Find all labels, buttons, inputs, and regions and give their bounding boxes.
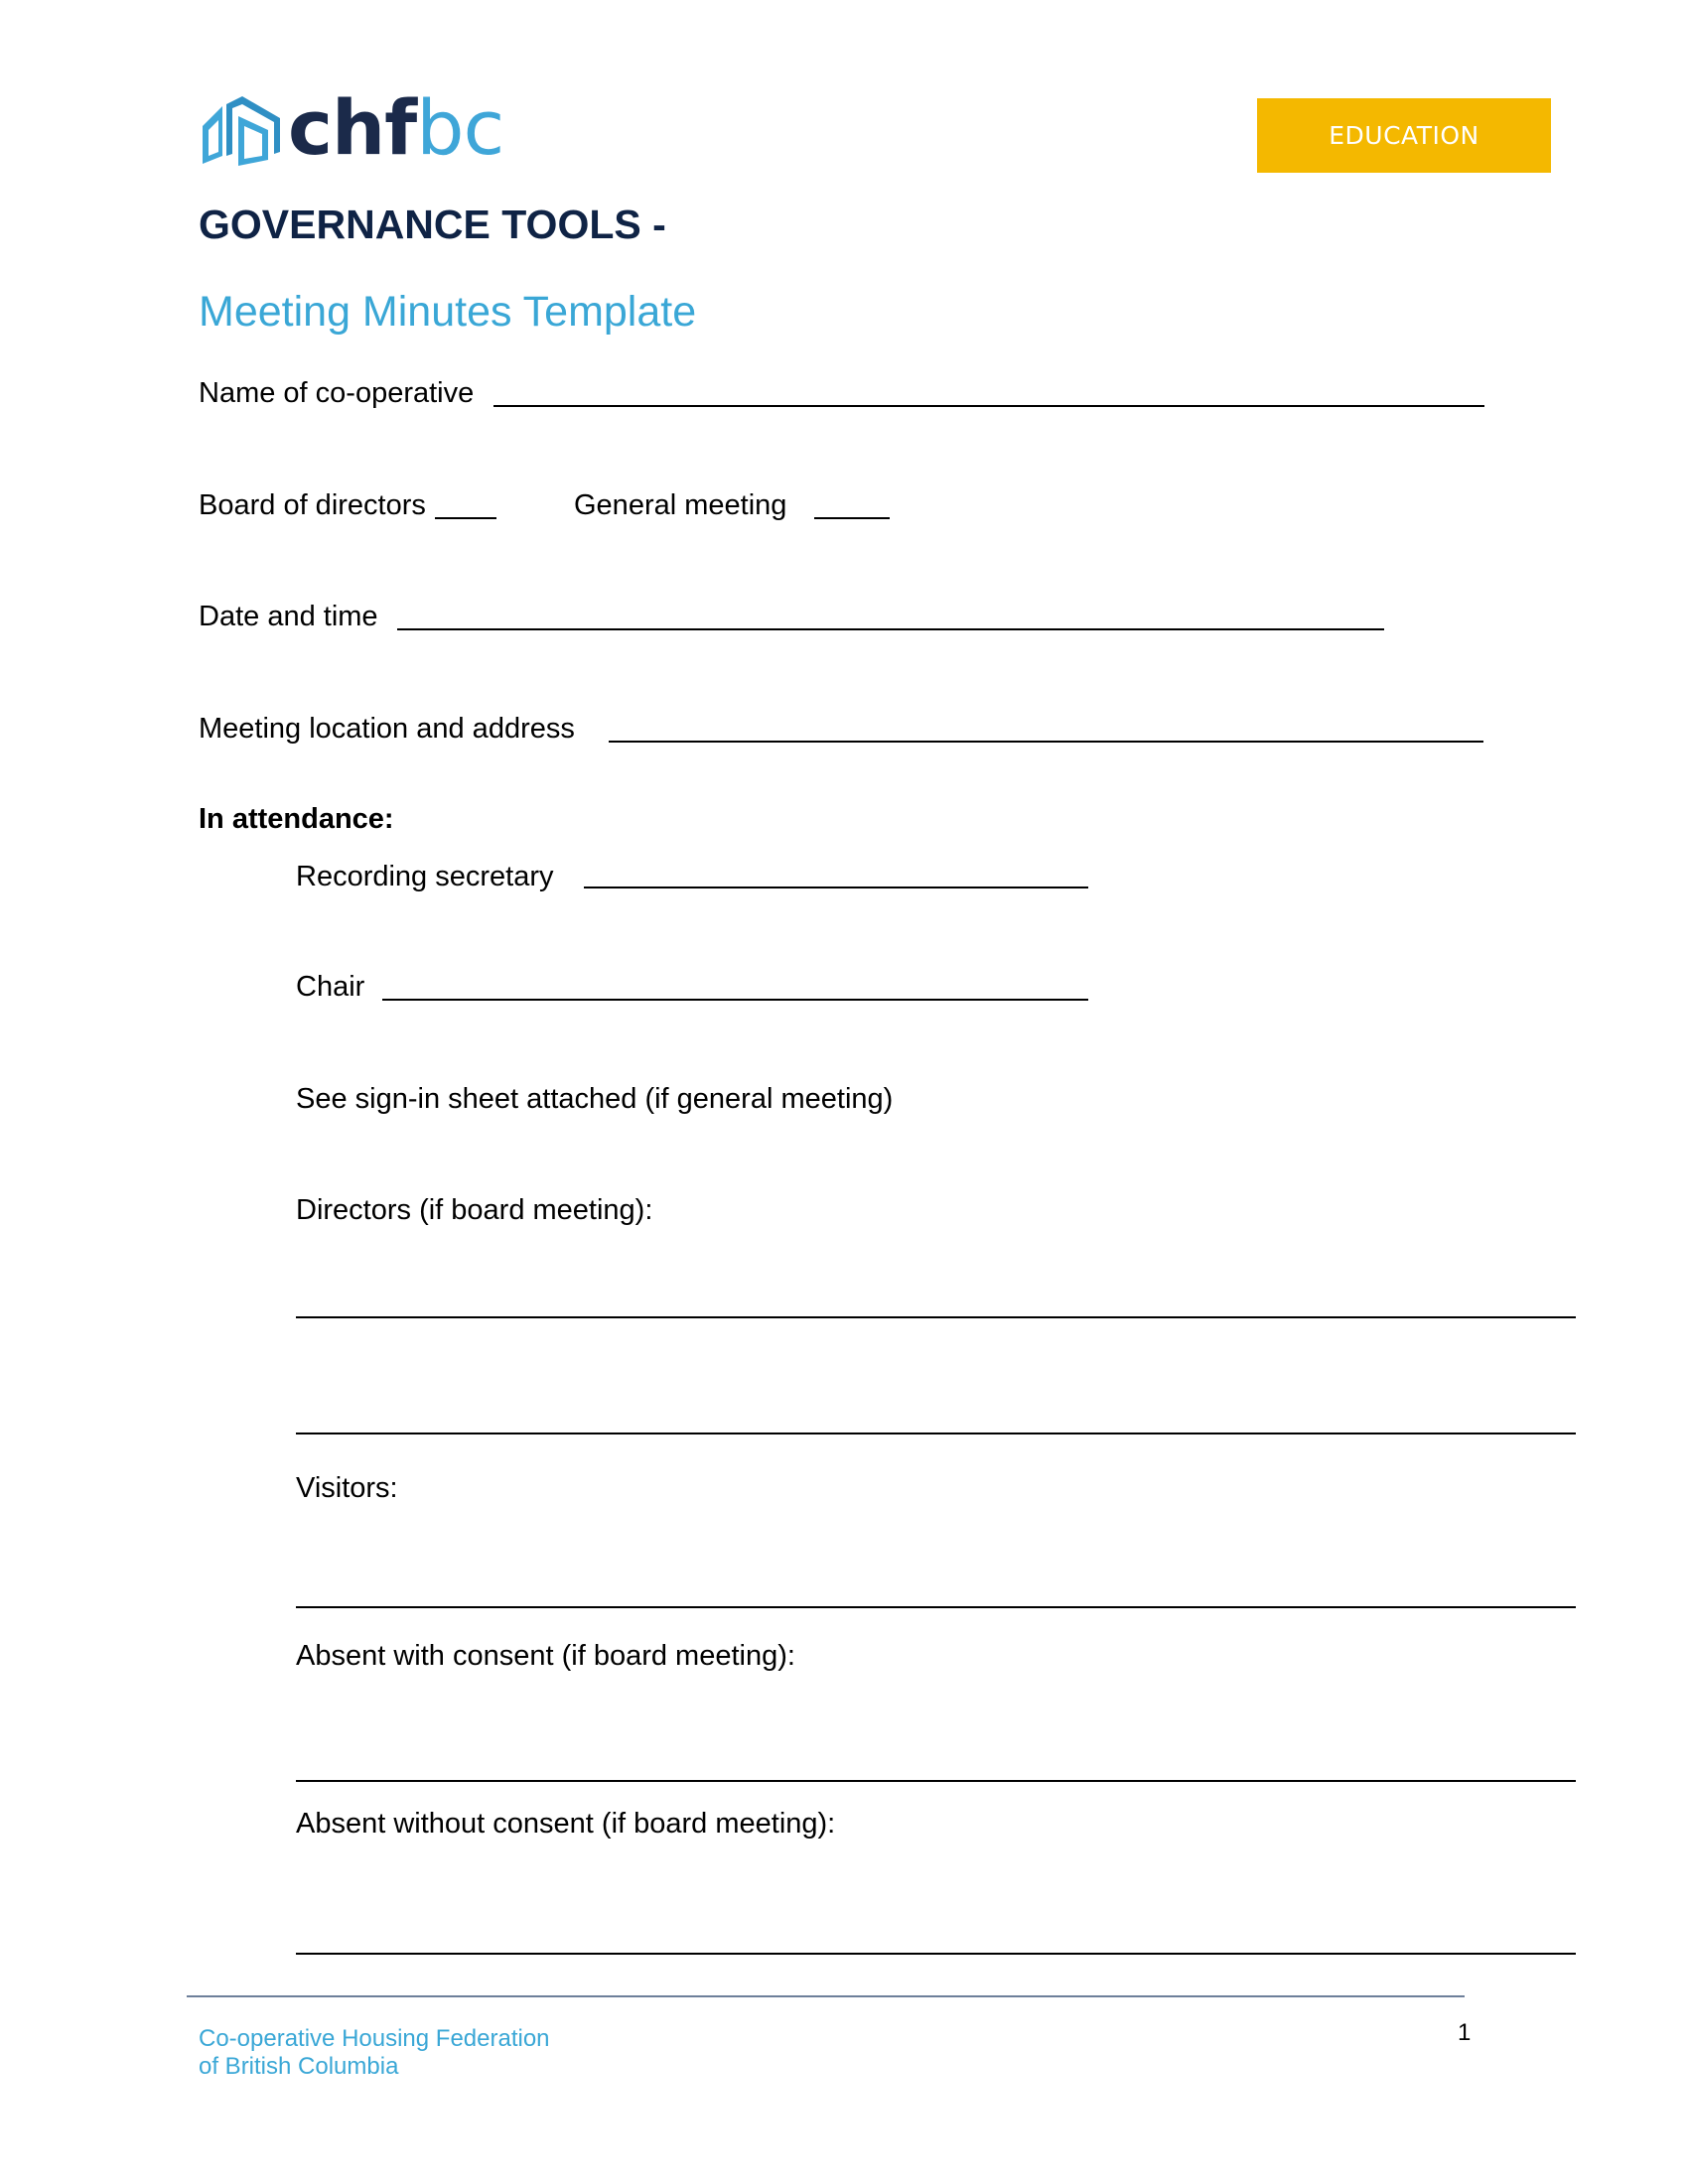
attendance-heading: In attendance:: [199, 803, 394, 835]
date-time-field[interactable]: [397, 628, 1384, 630]
location-label: Meeting location and address: [199, 713, 575, 745]
page-subtitle: Meeting Minutes Template: [199, 288, 697, 336]
recording-secretary-field[interactable]: [584, 887, 1088, 888]
footer-divider: [187, 1995, 1465, 1997]
absent-without-consent-field[interactable]: [296, 1953, 1576, 1955]
board-of-directors-field[interactable]: [435, 517, 496, 519]
house-logo-icon: [197, 96, 282, 168]
directors-field-1[interactable]: [296, 1316, 1576, 1318]
chfbc-logo: [197, 83, 504, 174]
absent-with-consent-label: Absent with consent (if board meeting):: [296, 1640, 795, 1672]
directors-field-2[interactable]: [296, 1433, 1576, 1434]
sign-in-note: See sign-in sheet attached (if general meeting): [296, 1083, 894, 1115]
location-field[interactable]: [609, 741, 1483, 743]
recording-secretary-label: Recording secretary: [296, 861, 554, 892]
chair-field[interactable]: [382, 999, 1088, 1001]
education-badge: EDUCATION: [1257, 98, 1551, 173]
logo-wordmark: [288, 83, 504, 172]
footer-organization: Co-operative Housing Federation of British Columbia: [199, 2025, 550, 2080]
directors-label: Directors (if board meeting):: [296, 1194, 653, 1226]
coop-name-field[interactable]: [493, 405, 1484, 407]
general-meeting-field[interactable]: [814, 517, 890, 519]
chair-label: Chair: [296, 971, 365, 1003]
visitors-field[interactable]: [296, 1606, 1576, 1608]
coop-name-label: Name of co-operative: [199, 377, 475, 409]
general-meeting-label: General meeting: [574, 489, 787, 521]
absent-without-consent-label: Absent without consent (if board meeting):: [296, 1808, 836, 1840]
page-number: 1: [1458, 2019, 1472, 2046]
board-of-directors-label: Board of directors: [199, 489, 426, 521]
logo-text-light: bc: [416, 83, 504, 172]
absent-with-consent-field[interactable]: [296, 1780, 1576, 1782]
date-time-label: Date and time: [199, 601, 378, 632]
visitors-label: Visitors:: [296, 1472, 398, 1504]
logo-text-dark: chf: [288, 83, 417, 172]
page-title: GOVERNANCE TOOLS -: [199, 202, 666, 247]
